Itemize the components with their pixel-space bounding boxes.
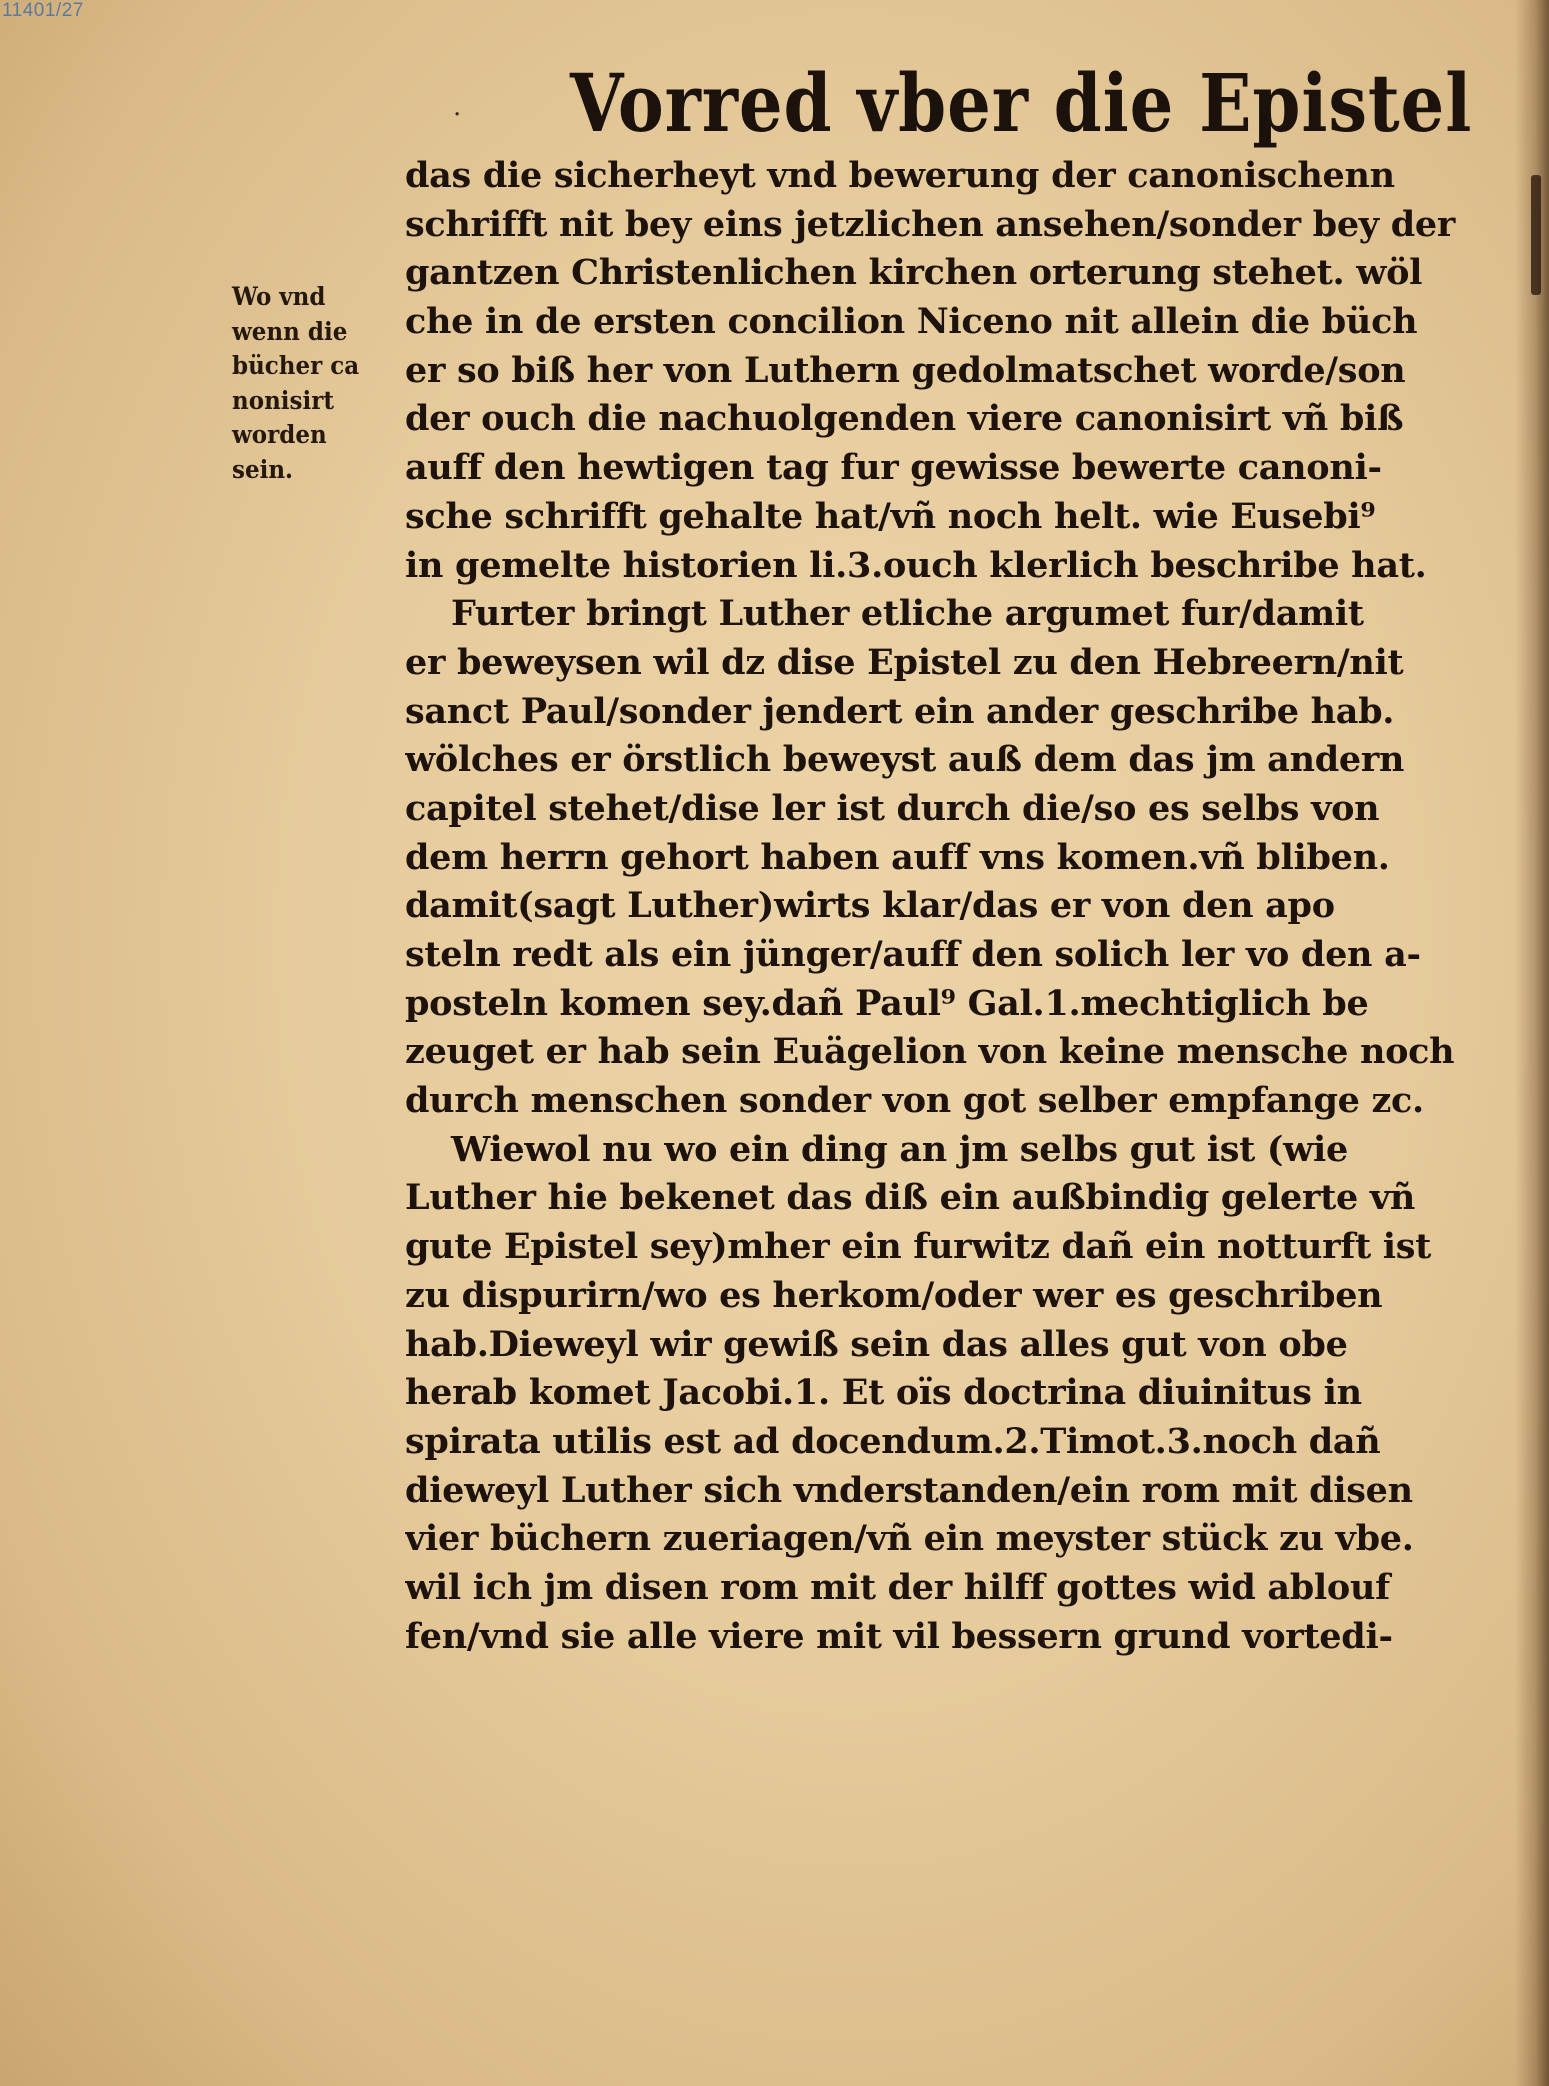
margin-note [232,280,392,487]
text-line: er so biß her von Luthern gedolmatschet worde/son [405,349,1406,391]
body-text-block [405,152,1515,1661]
text-line: gute Epistel sey)mher ein furwitz dañ ein notturft ist [405,1226,1432,1268]
text-line: capitel stehet/dise ler ist durch die/so es selbs von [405,787,1380,829]
text-line: zu dispurirn/wo es herkom/oder wer es geschriben [405,1274,1383,1316]
text-line: sche schrifft gehalte hat/vñ noch helt. wie Eusebi⁹ [405,495,1376,537]
text-line: schrifft nit bey eins jetzlichen ansehen/sonder bey der [405,203,1455,245]
text-line: herab komet Jacobi.1. Et oïs doctrina diuinitus in [405,1372,1362,1414]
paragraph-start-line: Furter bringt Luther etliche argumet fur/damit [451,593,1364,635]
text-line: auff den hewtigen tag fur gewisse bewerte canoni- [405,447,1382,489]
text-line: posteln komen sey.dañ Paul⁹ Gal.1.mechtiglich be [405,982,1369,1024]
text-line: Luther hie bekenet das diß ein außbindig gelerte vñ [405,1177,1416,1219]
text-line: wil ich jm disen rom mit der hilff gottes wid ablouf [405,1566,1390,1608]
text-line: dieweyl Luther sich vnderstanden/ein rom mit disen [405,1469,1413,1511]
page-heading: Vorred vber die Epistel [570,56,1473,150]
margin-note-line: nonisirt [232,385,334,415]
text-line: vier büchern zueriagen/vñ ein meyster stück zu vbe. [405,1518,1414,1560]
text-line: in gemelte historien li.3.ouch klerlich beschribe hat. [405,544,1427,586]
margin-note-line: Wo vnd [232,282,326,311]
text-line: der ouch die nachuolgenden viere canonisirt vñ biß [405,398,1404,440]
binding-mark [1531,175,1541,295]
archive-stamp: 11401/27 [2,0,84,21]
text-line: dem herrn gehort haben auff vns komen.vñ bliben. [405,836,1390,878]
page-gutter-shadow [1515,0,1549,2086]
text-line: damit(sagt Luther)wirts klar/das er von den apo [405,885,1335,927]
margin-note-line: worden [232,420,327,449]
margin-note-line: bücher ca [232,351,360,380]
text-line: spirata utilis est ad docendum.2.Timot.3.noch dañ [405,1420,1381,1462]
text-line: che in de ersten concilion Niceno nit allein die büch [405,301,1418,343]
text-line: wölches er örstlich beweyst auß dem das jm andern [405,739,1405,781]
paragraph-start-line: Wiewol nu wo ein ding an jm selbs gut ist (wie [451,1128,1348,1170]
text-line: zeuget er hab sein Euägelion von keine mensche noch [405,1031,1455,1073]
text-line: hab.Dieweyl wir gewiß sein das alles gut von obe [405,1323,1348,1365]
margin-note-line: sein. [232,454,294,484]
text-line: er beweysen wil dz dise Epistel zu den Hebreern/nit [405,641,1404,683]
margin-note-line: wenn die [232,316,348,346]
heading-ornament: . [453,92,462,122]
text-line: fen/vnd sie alle viere mit vil bessern grund vortedi- [405,1615,1393,1657]
text-line: durch menschen sonder von got selber empfange zc. [405,1080,1424,1122]
text-line: das die sicherheyt vnd bewerung der canonischenn [405,155,1395,196]
text-line: sanct Paul/sonder jendert ein ander geschribe hab. [405,690,1395,732]
text-line: steln redt als ein jünger/auff den solich ler vo den a- [405,934,1421,975]
text-line: gantzen Christenlichen kirchen orterung stehet. wöl [405,252,1423,294]
